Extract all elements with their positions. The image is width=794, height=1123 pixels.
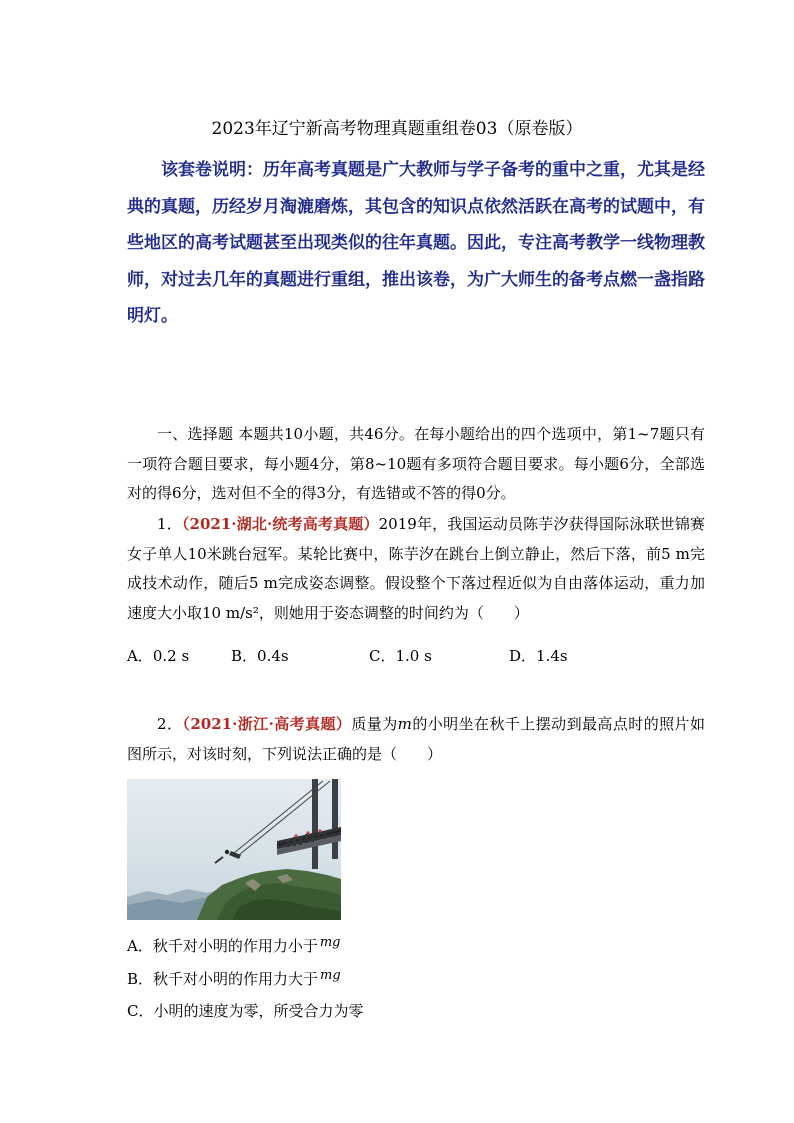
section-header: 一、选择题 本题共10小题，共46分。在每小题给出的四个选项中，第1~7题只有一项符合题目要求，每小题4分，第8~10题有多项符合题目要求。每小题6分，全部选对的得6分，选对但不全的得3分，有选错或不答的得0分。: [127, 425, 705, 502]
question-2: [127, 710, 705, 769]
question-1-options: [127, 642, 705, 670]
option-d: D．1.4s: [509, 647, 568, 665]
choice-a: [127, 930, 705, 959]
choice-c: [127, 998, 705, 1024]
choice-c-text: C．小明的速度为零，所受合力为零: [127, 1002, 364, 1020]
question-number: 1．: [157, 515, 182, 533]
question-number: 2．: [157, 715, 183, 733]
choice-b: [127, 963, 705, 992]
question-text: 2019年，我国运动员陈芋汐获得国际泳联世锦赛女子单人10米跳台冠军。某轮比赛中，陈芋汐在跳台上倒立静止，然后下落，前5 m完成技术动作，随后5 m完成姿态调整。假设整个下落过程近似为自由落体运动，重力加速度大小取10 m/s²，则她用于姿态调整的时间约为（ ）: [127, 515, 705, 622]
mass-symbol: m: [397, 715, 412, 733]
question-text-part1: 质量为: [351, 715, 398, 733]
page-title: 2023年辽宁新高考物理真题重组卷03（原卷版）: [211, 119, 583, 139]
option-a: A．0.2 s: [127, 647, 190, 665]
option-c: C．1.0 s: [369, 647, 432, 665]
question-text-part2: 的小明坐在秋千上摆动到最高点时的照片如图所示，对该时刻，下列说法正确的是（ ）: [127, 715, 705, 763]
choice-a-text: A．秋千对小明的作用力小于: [127, 937, 318, 955]
question-1: [127, 510, 705, 628]
intro-paragraph: 该套卷说明：历年高考真题是广大教师与学子备考的重中之重，尤其是经典的真题，历经岁月淘漉磨炼，其包含的知识点依然活跃在高考的试题中，有些地区的高考试题甚至出现类似的往年真题。因此，专注高考教学一线物理教师，对过去几年的真题进行重组，推出该卷，为广大师生的备考点燃一盏指路明灯。: [127, 160, 705, 326]
swing-photo: [127, 779, 341, 920]
mg-symbol: mg: [320, 968, 341, 983]
question-source: （2021·浙江·高考真题）: [182, 715, 352, 733]
choice-b-text: B．秋千对小明的作用力大于: [127, 970, 319, 988]
question-source: （2021·湖北·统考高考真题）: [181, 515, 379, 533]
option-b: B．0.4s: [231, 647, 289, 665]
mg-symbol: mg: [319, 935, 341, 950]
